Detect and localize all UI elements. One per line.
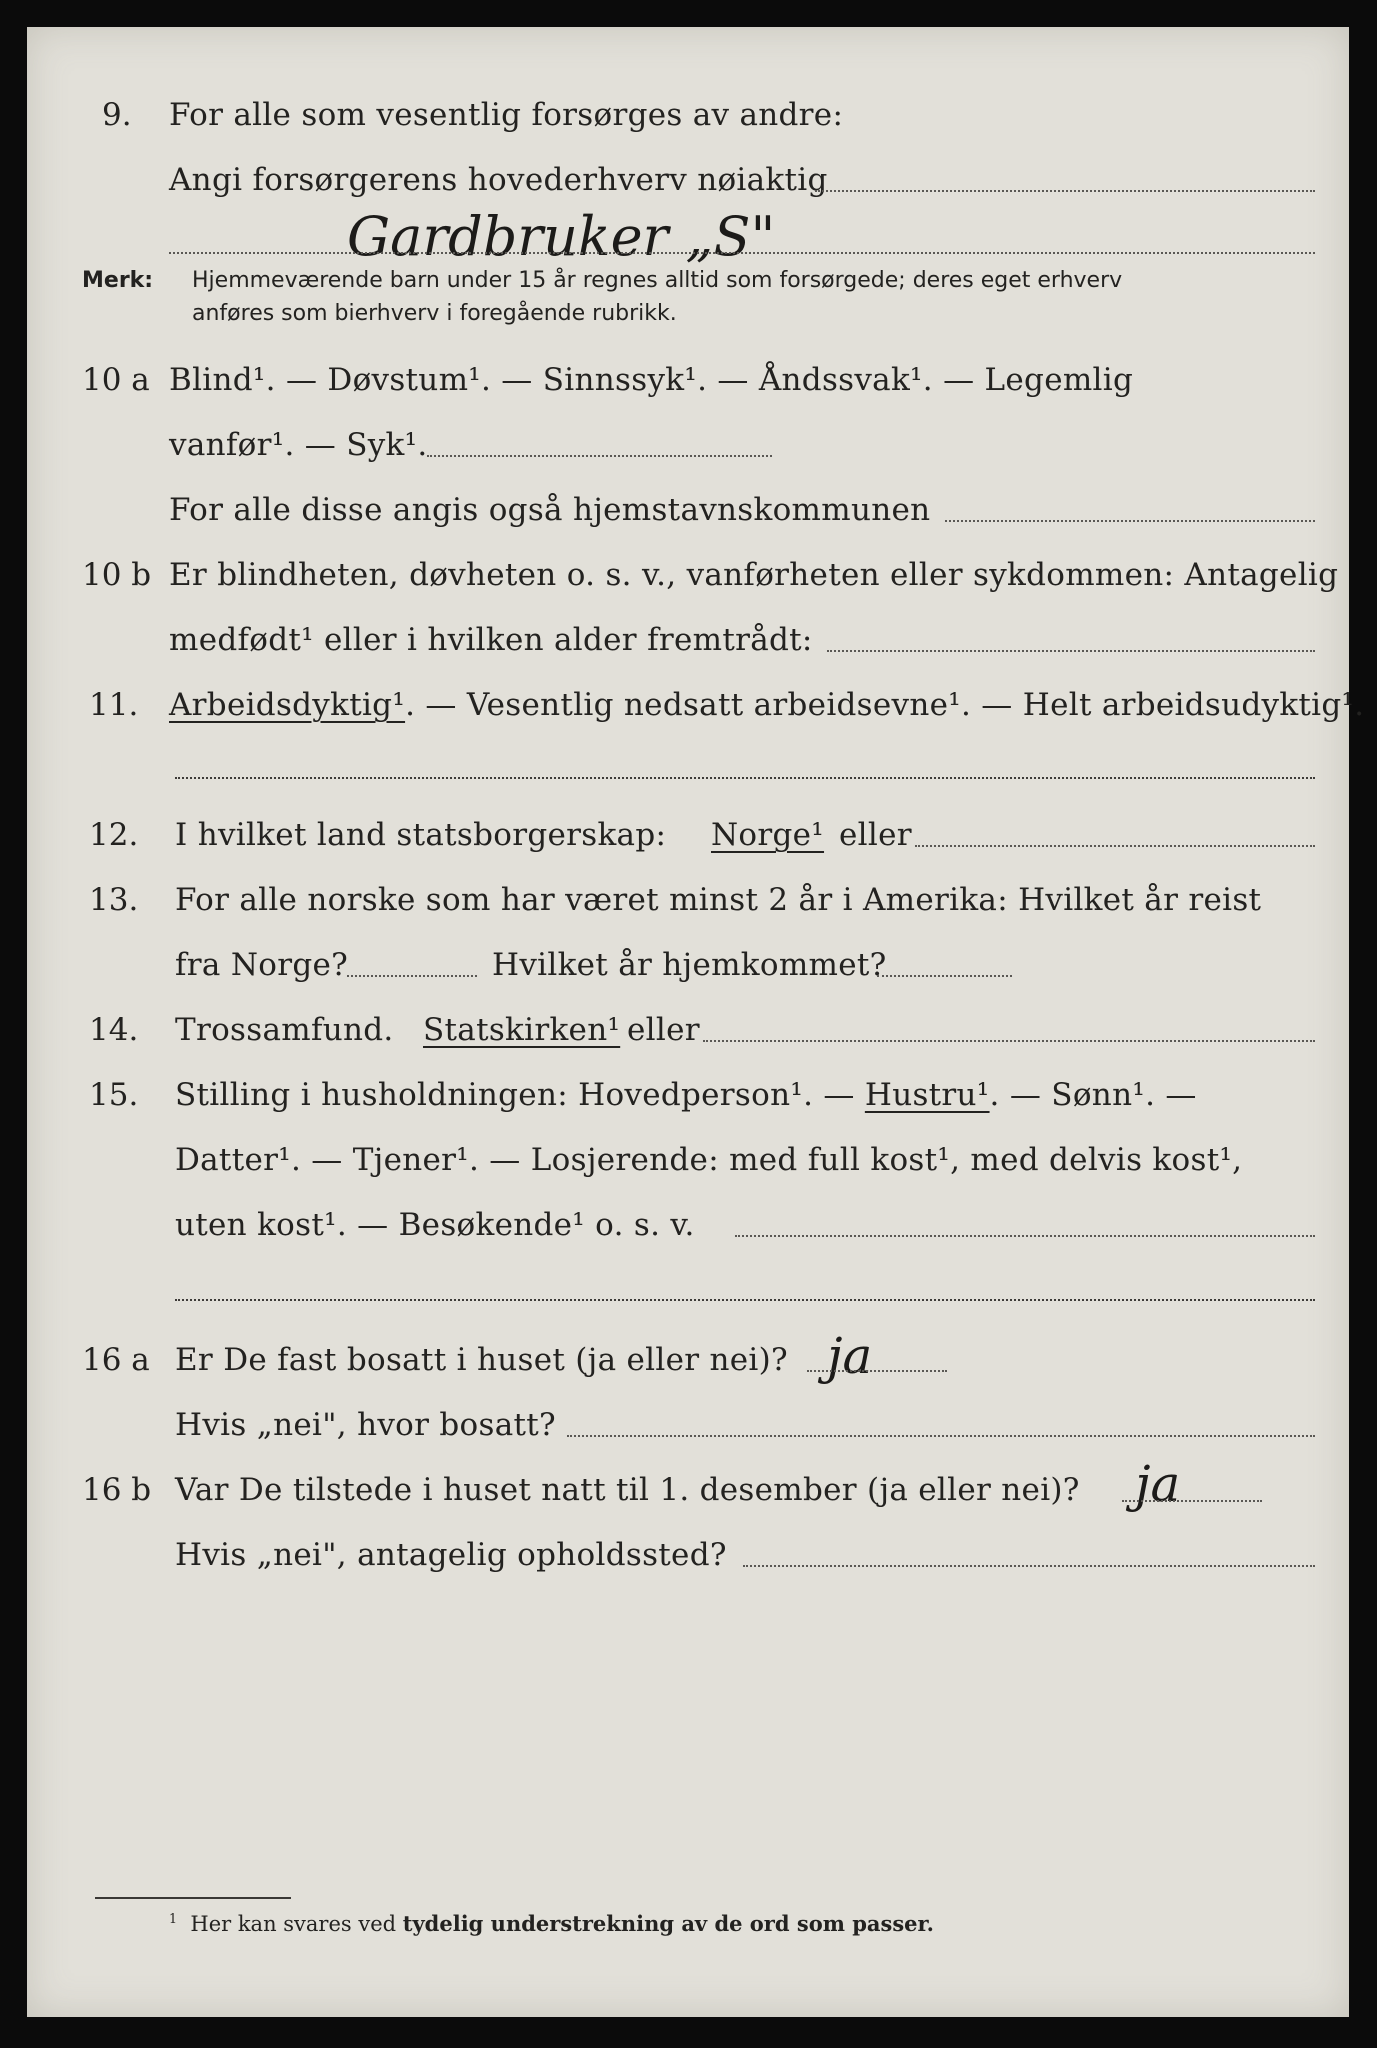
q15-line1b: . — Sønn¹. — [989,1077,1197,1113]
q16a-handwritten-answer: ja [827,1327,873,1385]
q16b-line2: Hvis „nei", antagelig opholdssted? [175,1537,727,1573]
q16b-number: 16 b [82,1472,152,1508]
q15-line1a: Stilling i husholdningen: Hovedperson¹. — [175,1077,855,1113]
q13-line2b: Hvilket år hjemkommet? [492,947,887,983]
q10a-line2: vanfør¹. — Syk¹. [169,427,428,463]
footnote-rule [95,1897,291,1899]
q14-underlined: Statskirken¹ [423,1012,621,1048]
q15-line2: Datter¹. — Tjener¹. — Losjerende: med full kost¹, med delvis kost¹, [175,1142,1243,1178]
q14-answer-line [703,1040,1315,1042]
footnote-bold: tydelig understrekning av de ord som passer. [402,1911,934,1936]
q16b-answer-line [1122,1500,1262,1502]
q12-after: eller [839,817,912,853]
q15-line1 [175,1077,1197,1113]
q11-rest: . — Vesentlig nedsatt arbeidsevne¹. — Helt arbeidsudyktig¹. [405,687,1365,723]
q16a-number: 16 a [82,1342,150,1378]
q13-line1: For alle norske som har været minst 2 år i Amerika: Hvilket år reist [175,882,1262,918]
q10b-number: 10 b [82,557,152,593]
q9-line1: For alle som vesentlig forsørges av andre: [169,97,844,133]
q15-underlined: Hustru¹ [864,1077,990,1113]
merk-line2: anføres som bierhverv i foregående rubrikk. [192,301,677,326]
q15-line3: uten kost¹. — Besøkende¹ o. s. v. [175,1207,695,1243]
q15-answer-line [735,1235,1315,1237]
q11-underlined: Arbeidsdyktig¹ [169,687,406,723]
q13-number: 13. [89,882,139,918]
q16a-line2: Hvis „nei", hvor bosatt? [175,1407,556,1443]
q15-divider-line [175,1299,1315,1301]
q9-answer-line-2 [169,252,1315,254]
q9-handwritten-answer: Gardbruker „S" [347,205,776,268]
q16b-handwritten-answer: ja [1135,1455,1181,1513]
q10b-answer-line [827,650,1315,652]
q9-answer-line-1 [815,190,1315,192]
q10a-answer-line [427,455,772,457]
q16a-answer-line [807,1370,947,1372]
q13-line2a: fra Norge? [175,947,349,983]
q16a-bosatt-line [567,1435,1315,1437]
q14-number: 14. [89,1012,139,1048]
q11-number: 11. [89,687,139,723]
q12-number: 12. [89,817,139,853]
q14-before: Trossamfund. [175,1012,394,1048]
q10a-hjemstavn-line [945,520,1315,522]
q12-before: I hvilket land statsborgerskap: [175,817,667,853]
footnote [169,1911,934,1936]
q11-answer-line [175,777,1315,779]
merk-label: Merk: [82,268,154,293]
q10a-number: 10 a [82,362,150,398]
q10b-line2: medfødt¹ eller i hvilken alder fremtrådt: [169,622,813,658]
q12-underlined: Norge¹ [711,817,825,853]
q12-answer-line [915,845,1315,847]
q13-year-returned-line [877,975,1012,977]
footnote-text: Her kan svares ved [190,1912,397,1936]
census-form-page [27,27,1365,2017]
q10b-line1: Er blindheten, døvheten o. s. v., vanførheten eller sykdommen: Antagelig [169,557,1339,593]
q16a-line1: Er De fast bosatt i huset (ja eller nei)? [175,1342,788,1378]
q10a-line3: For alle disse angis også hjemstavnskommunen [169,492,931,528]
merk-line1: Hjemmeværende barn under 15 år regnes alltid som forsørgede; deres eget erhverv [192,268,1123,293]
q16b-opholdssted-line [743,1565,1315,1567]
q9-line2: Angi forsørgerens hovederhverv nøiaktig [169,162,828,198]
q9-number: 9. [102,97,132,133]
q14-after: eller [627,1012,700,1048]
q11-text [169,687,1364,723]
q13-year-left-line [347,975,477,977]
q10a-line1: Blind¹. — Døvstum¹. — Sinnssyk¹. — Åndssvak¹. — Legemlig [169,362,1134,398]
q15-number: 15. [89,1077,139,1113]
footnote-mark: 1 [169,1911,178,1926]
q16b-line1: Var De tilstede i huset natt til 1. desember (ja eller nei)? [175,1472,1080,1508]
